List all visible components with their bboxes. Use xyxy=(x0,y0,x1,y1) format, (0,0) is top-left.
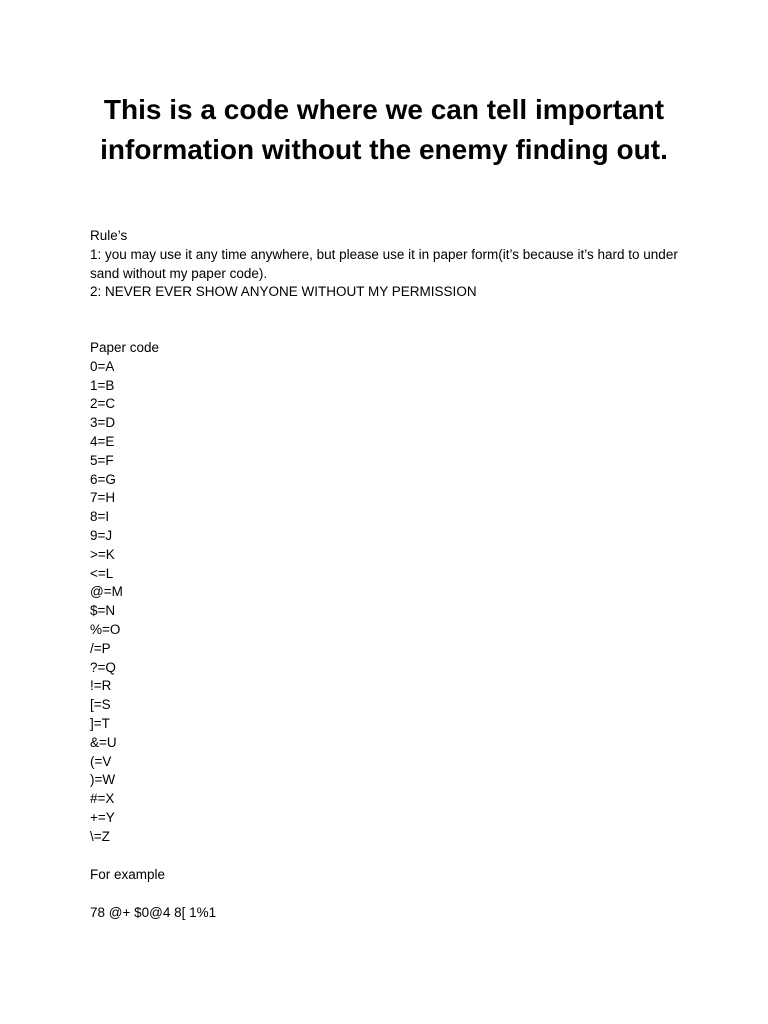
example-code-block xyxy=(90,904,690,923)
code-entry: 1=B xyxy=(90,377,115,393)
code-entry: 9=J xyxy=(90,527,113,543)
code-entry: @=M xyxy=(90,584,123,600)
document-title: This is a code where we can tell important information without the enemy finding out. xyxy=(100,94,668,165)
code-entry: 0=A xyxy=(90,358,115,374)
code-entry: %=O xyxy=(90,621,121,637)
code-entry: ]=T xyxy=(90,715,110,731)
example-section xyxy=(90,866,690,885)
code-entry: !=R xyxy=(90,678,112,694)
paper-code-heading: Paper code xyxy=(90,340,160,355)
code-entry: /=P xyxy=(90,640,111,656)
rules-section xyxy=(90,227,690,302)
code-entry: )=W xyxy=(90,772,116,788)
code-entry: &=U xyxy=(90,734,117,750)
rule-2: 2: NEVER EVER SHOW ANYONE WITHOUT MY PERMISSION xyxy=(90,284,477,300)
code-entry: #=X xyxy=(90,791,115,807)
code-entry: ?=Q xyxy=(90,659,116,675)
example-code: 78 @+ $0@4 8[ 1%1 xyxy=(90,905,217,920)
code-entry: 5=F xyxy=(90,452,114,468)
code-entry: >=K xyxy=(90,546,115,562)
code-entry: 7=H xyxy=(90,490,116,506)
code-entry: <=L xyxy=(90,565,114,581)
code-entry: +=Y xyxy=(90,809,115,825)
rule-1: 1: you may use it any time anywhere, but please use it in paper form(it’s because it’s hard to under sand without my paper code). xyxy=(90,246,678,281)
code-entry: $=N xyxy=(90,603,116,619)
code-entry: 8=I xyxy=(90,509,110,525)
code-entry: 2=C xyxy=(90,396,116,412)
code-entry: (=V xyxy=(90,753,112,769)
rules-heading: Rule’s xyxy=(90,228,128,243)
code-entry: 3=D xyxy=(90,415,116,431)
example-label: For example xyxy=(90,867,166,882)
code-entry: \=Z xyxy=(90,828,110,844)
code-entry: [=S xyxy=(90,697,111,713)
code-entry: 6=G xyxy=(90,471,116,487)
code-entry: 4=E xyxy=(90,433,115,449)
paper-code-section xyxy=(90,339,690,847)
